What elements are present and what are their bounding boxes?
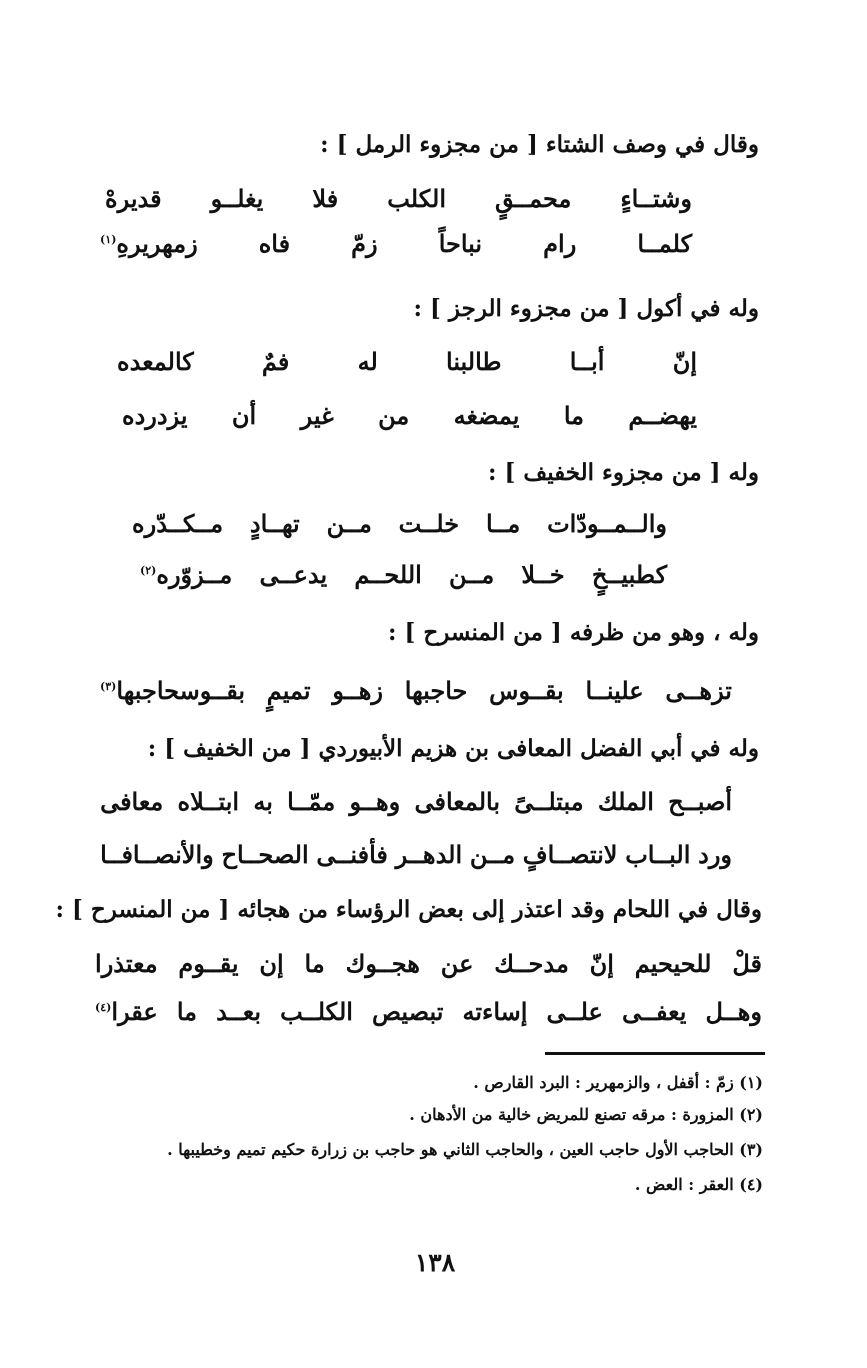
footnote-marker: (٤) [95,1001,112,1014]
footnote-2: (٢) المزورة : مرقه تصنع للمريض خالية من الأدهان . [409,1105,763,1124]
verse-word: وشتــاءٍ [620,184,692,213]
verse-word: الصحــاح [221,840,309,869]
verse-word: إنّ [589,949,614,978]
verse-word: لانتصــافٍ [522,840,618,869]
verse-word-with-note [95,997,158,1026]
verse-word: من [378,401,410,430]
verse-word: حاجبها [404,676,468,705]
verse-word: معتذرا [95,949,158,978]
verse-word: كطبيــخٍ [591,560,667,589]
verse-word: يهضــم [628,401,697,430]
footnote-3: (٣) الحاجب الأول حاجب العين ، والحاجب الثاني هو حاجب بن زرارة حكيم تميم وخطيبها . [167,1140,763,1159]
verse-word: تهــادٍ [249,509,300,538]
verse-word: إنّ [672,347,697,376]
verse-line [122,401,697,430]
verse-word: أن [231,401,257,430]
verse-word-with-note [100,676,246,705]
verse-line [100,840,732,869]
verse-word: مــن [326,509,372,538]
verse-line [132,509,667,538]
footnote-marker: (٢) [140,564,157,577]
verse-word: كالمعده [117,347,194,376]
verse-word: قديرهْ [105,184,162,213]
verse-word: رام [543,229,577,258]
verse-word: تميمٍ [266,676,311,705]
verse-word: الدهــر [395,840,463,869]
footnote-separator [545,1052,765,1055]
verse-line [95,949,762,978]
verse-word: خلــت [398,509,460,538]
verse-word: به [253,787,273,816]
verse-word: أصبــح [668,787,732,816]
verse-line [100,229,692,258]
verse-word: الكلب [387,184,446,213]
verse-word: إن [259,949,284,978]
verse-word: مدحــك [494,949,569,978]
verse-word: قلْ [732,949,762,978]
verse-word: فاه [258,229,291,258]
verse-word: البــاب [625,840,691,869]
verse-word: أبــا [569,347,605,376]
verse-word: عقرا [111,997,158,1026]
verse-word: علــى [546,997,603,1026]
verse-word: ما [563,401,584,430]
verse-word: الكلــب [280,997,353,1026]
poem-heading-4: وله ، وهو من ظرفه [ من المنسرح ] : [388,619,759,646]
verse-word: زهــو [332,676,384,705]
verse-word: مــا [485,509,521,538]
verse-word: يعفــى [621,997,687,1026]
verse-word: ما [304,949,325,978]
verse-word: بقــوس [489,676,564,705]
poem-heading-3: وله [ من مجزوء الخفيف ] : [488,459,759,486]
verse-line [100,676,732,705]
verse-word: يزدرده [122,401,188,430]
verse-word: كلمــا [637,229,692,258]
footnote-4: (٤) العقر : العض . [634,1175,763,1194]
verse-word: ممّــا [287,787,336,816]
verse-word: فمٌ [261,347,290,376]
verse-word: والــمــودّات [547,509,667,538]
verse-line [105,184,692,213]
verse-word: تزهــى [665,676,732,705]
verse-word: زمّ [351,229,378,258]
verse-word: مــن [469,840,516,869]
verse-word: له [357,347,378,376]
verse-word: عن [440,949,474,978]
page-number: ١٣٨ [414,1248,456,1277]
verse-word: بقــوسحاجبها [116,676,246,705]
verse-word: معافى [100,787,164,816]
verse-word: وهــو [349,787,401,816]
verse-word: اللحــم [354,560,422,589]
verse-word: للحيحيم [634,949,712,978]
verse-word: مــزوّره [156,560,233,589]
verse-word: يغلــو [210,184,264,213]
verse-word: وهــل [705,997,762,1026]
verse-word: يقــوم [178,949,239,978]
verse-word: الملك [597,787,654,816]
verse-word: زمهريرهِ [116,229,198,258]
verse-word: فلا [312,184,339,213]
verse-line [100,787,732,816]
verse-word: محمــقٍ [495,184,572,213]
verse-word: بالمعافى [414,787,501,816]
poem-heading-2: وله في أكول [ من مجزوء الرجز ] : [413,295,759,322]
poem-heading-1: وقال في وصف الشتاء [ من مجزوء الرمل ] : [320,131,759,158]
verse-word: طالبنا [446,347,502,376]
footnote-marker: (١) [100,233,117,246]
verse-word: علينــا [585,676,644,705]
verse-word: ما [176,997,197,1026]
verse-word: والأنصــافــا [100,840,214,869]
verse-word: غير [300,401,334,430]
verse-word: إساءته [462,997,528,1026]
verse-line [95,997,762,1026]
verse-word: تبصيص [372,997,444,1026]
verse-word: مــكــدّره [132,509,224,538]
verse-word: مبتلــىً [514,787,584,816]
verse-word-with-note [140,560,233,589]
verse-word: نباحاً [438,229,483,258]
footnote-1: (١) زمّ : أقفل ، والزمهرير : البرد القارص . [473,1073,763,1092]
footnote-marker: (٣) [100,680,117,693]
verse-word: هجــوك [345,949,420,978]
verse-word: يمضغه [453,401,520,430]
verse-word: يدعــى [259,560,328,589]
poem-heading-6: وقال في اللحام وقد اعتذر إلى بعض الرؤساء من هجائه [ من المنسرح ] : [55,896,762,923]
verse-line [140,560,667,589]
verse-word: ابتــلاه [177,787,240,816]
verse-word: فأفنــى [316,840,388,869]
verse-word-with-note [100,229,198,258]
verse-word: بعــد [216,997,262,1026]
verse-word: ورد [698,840,732,869]
verse-line [117,347,697,376]
poem-heading-5: وله في أبي الفضل المعافى بن هزيم الأبيوردي [ من الخفيف ] : [147,735,759,762]
verse-word: خــلا [521,560,565,589]
verse-word: مــن [449,560,495,589]
